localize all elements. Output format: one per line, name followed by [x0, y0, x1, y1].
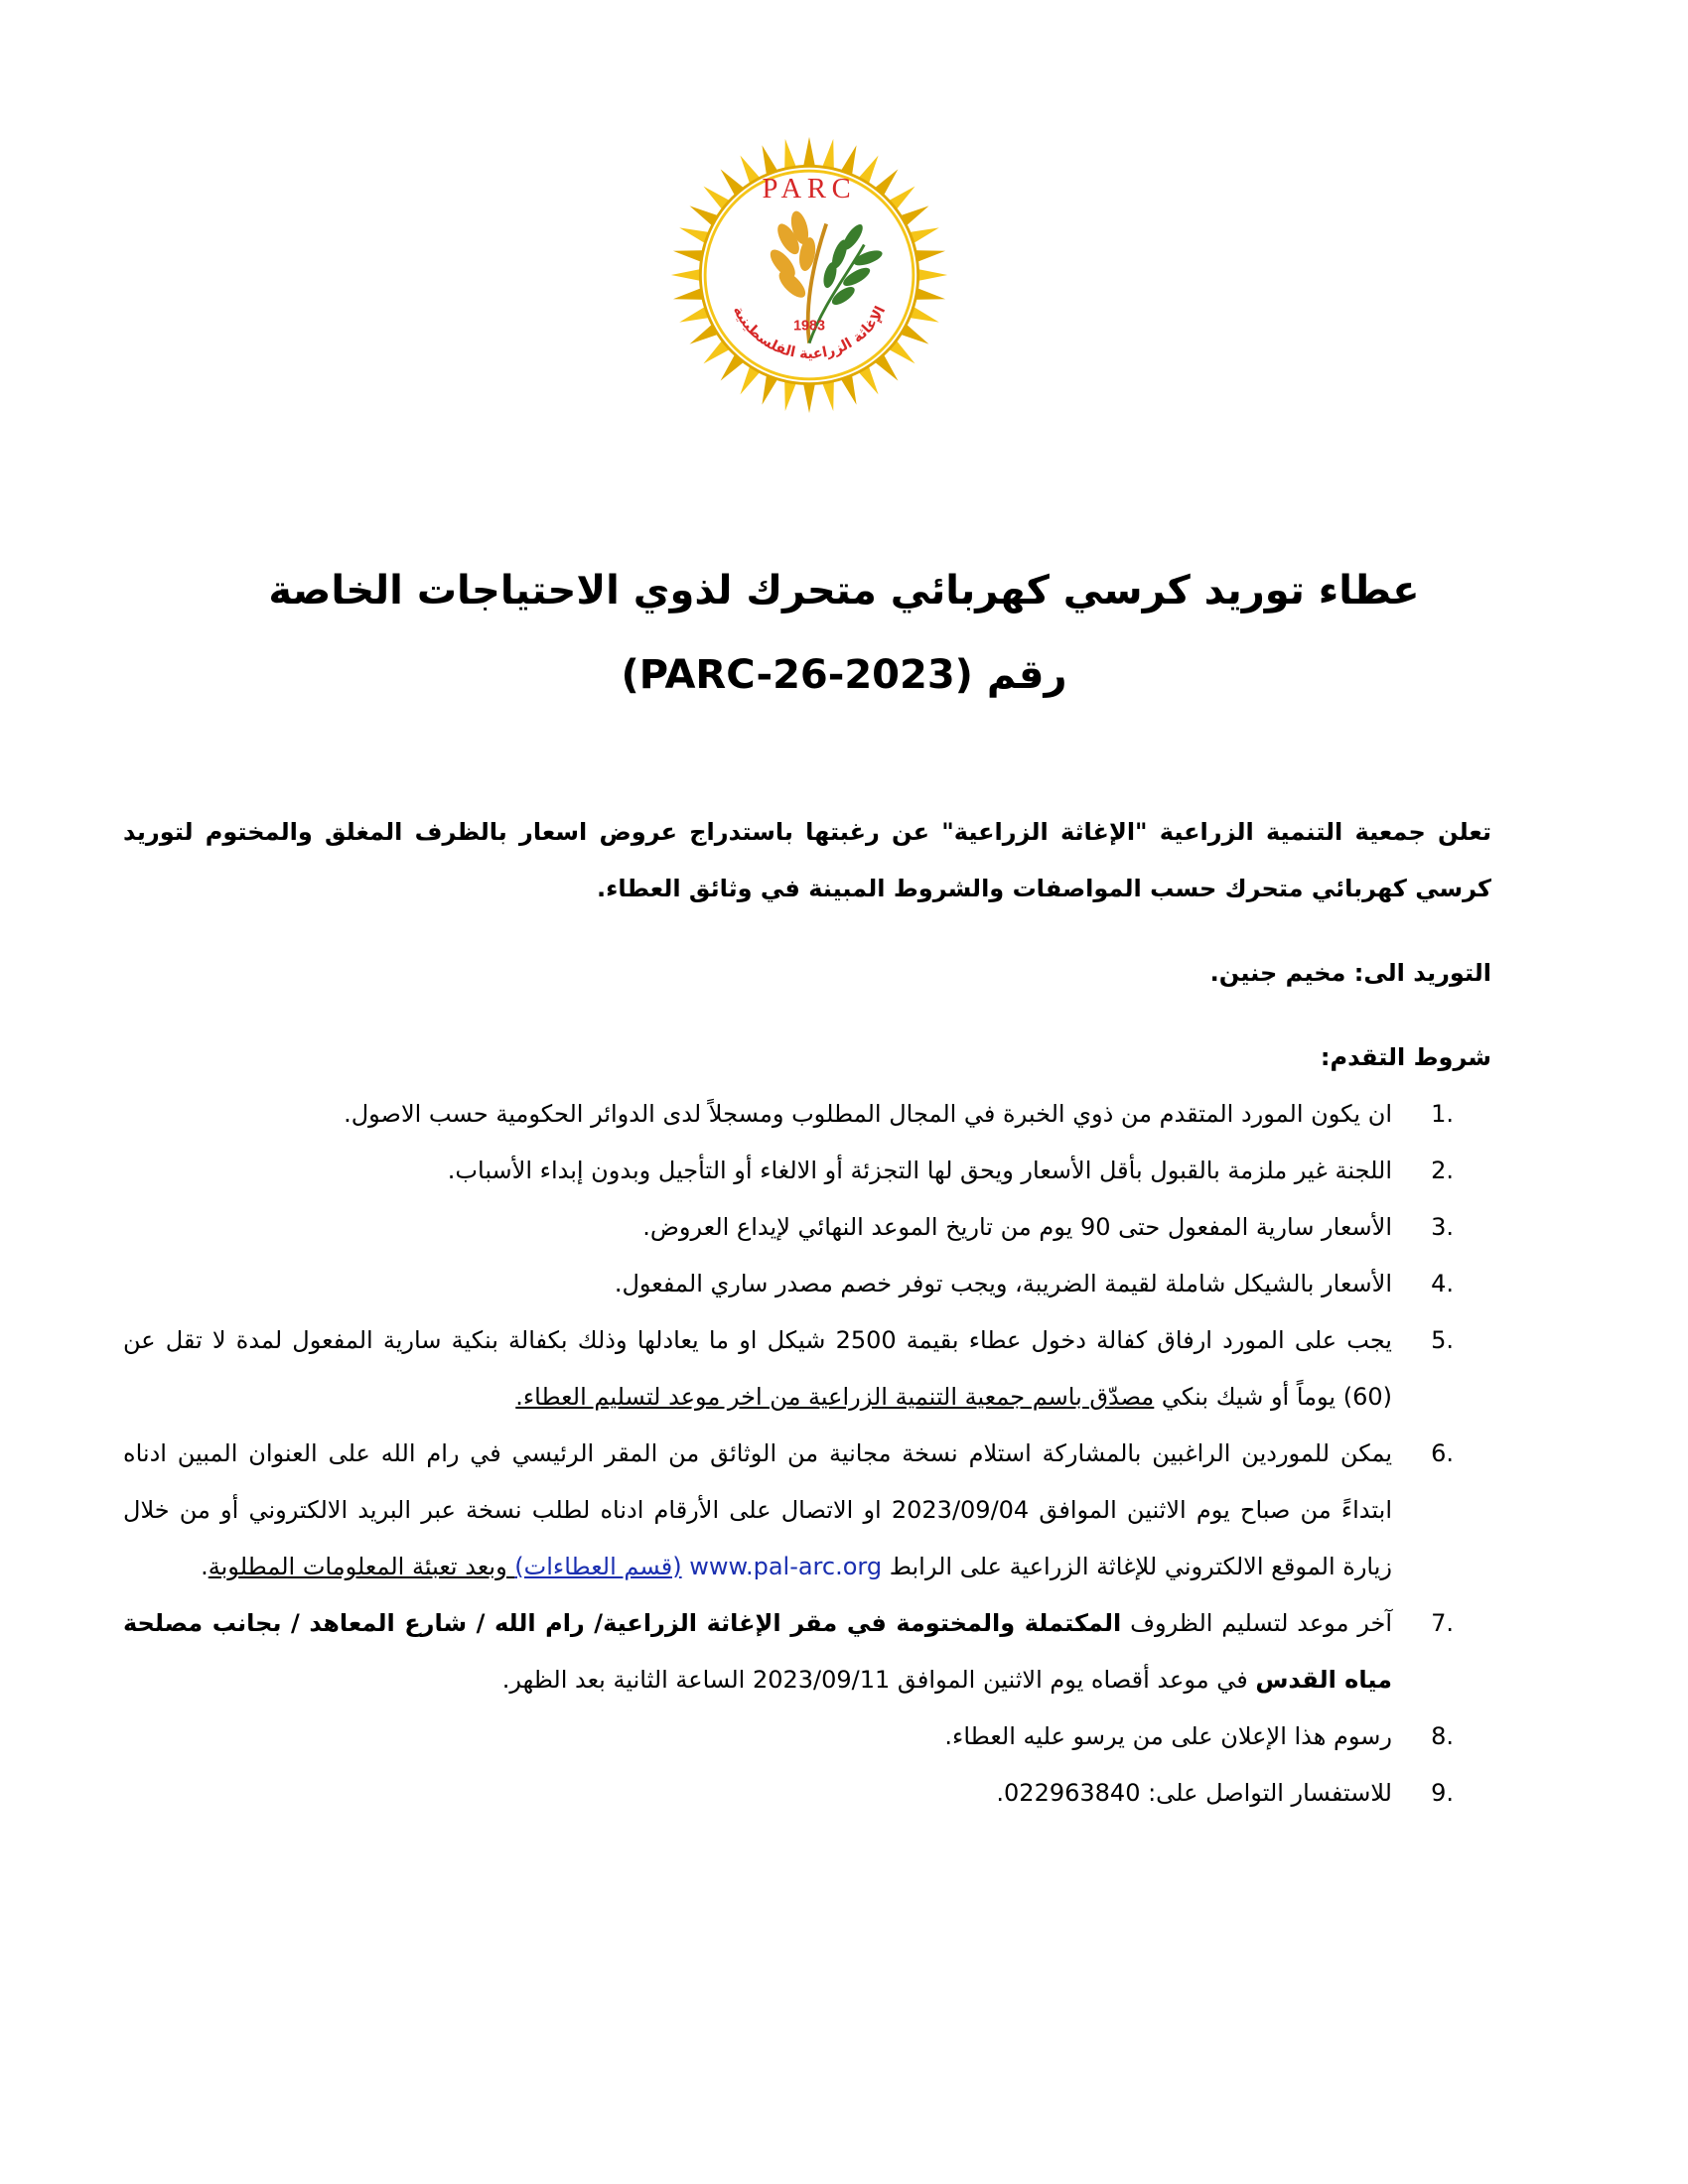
supply-location: التوريد الى: مخيم جنين. [1209, 959, 1491, 987]
sun-ray [915, 269, 948, 282]
condition-item [123, 1765, 1491, 1822]
condition-item [123, 1312, 1491, 1426]
sun-ray [803, 137, 816, 170]
condition-item [123, 1143, 1491, 1199]
announcement-body [123, 804, 1491, 1822]
condition-text-end: في موعد أقصاه يوم الاثنين الموافق 2023/09/11 الساعة الثانية بعد الظهر. [501, 1666, 1256, 1694]
condition-text: رسوم هذا الإعلان على من يرسو عليه العطاء. [944, 1722, 1392, 1750]
sun-ray [671, 269, 704, 282]
condition-text: ان يكون المورد المتقدم من ذوي الخبرة في المجال المطلوب ومسجلاً لدى الدوائر الحكومية حسب الاصول. [344, 1100, 1392, 1128]
logo-year: 1983 [793, 318, 825, 335]
condition-number: 6. [1431, 1439, 1454, 1467]
condition-item [123, 1708, 1491, 1765]
condition-number: 8. [1431, 1722, 1454, 1750]
condition-item [123, 1426, 1491, 1595]
tender-number: (PARC-26-2023) [621, 652, 973, 698]
condition-text-underlined: مصدّق باسم جمعية التنمية الزراعية من اخر موعد لتسليم العطاء. [515, 1383, 1155, 1411]
logo-arabic-name: الإغاثة الزراعية الفلسطينية [729, 303, 890, 362]
condition-item [123, 1199, 1491, 1256]
condition-number: 1. [1431, 1100, 1454, 1128]
condition-number: 3. [1431, 1213, 1454, 1241]
condition-text: آخر موعد لتسليم الظروف [1121, 1609, 1393, 1637]
intro-paragraph: تعلن جمعية التنمية الزراعية "الإغاثة الزراعية" عن رغبتها باستدراج عروض اسعار بالظرف المغلق والمختوم لتوريد كرسي كهربائي متحرك حسب المواصفات والشروط المبينة في وثائق العطاء. [123, 818, 1491, 902]
condition-text: الأسعار سارية المفعول حتى 90 يوم من تاريخ الموعد النهائي لإيداع العروض. [642, 1213, 1392, 1241]
condition-text: للاستفسار التواصل على: 022963840. [996, 1779, 1392, 1807]
tenders-section-link[interactable]: (قسم العطاءات) [514, 1553, 682, 1580]
condition-number: 5. [1431, 1326, 1454, 1354]
condition-text-underlined: وبعد تعبئة المعلومات المطلوبة [208, 1553, 515, 1580]
condition-text: يجب على المورد ارفاق كفالة دخول عطاء بقيمة 2500 شيكل او ما يعادلها وذلك بكفالة بنكية سارية المفعول لمدة لا تقل عن (60) يوماً أو شيك بنكي [123, 1326, 1392, 1411]
condition-item [123, 1595, 1491, 1708]
conditions-list [123, 1086, 1491, 1822]
tender-number-prefix: رقم [986, 652, 1067, 698]
website-link[interactable]: www.pal-arc.org [689, 1553, 883, 1580]
condition-text-bold: المكتملة والمختومة في مقر الإغاثة الزراعية/ رام الله / شارع المعاهد / بجانب مصلحة مياه القدس [123, 1609, 1392, 1694]
condition-text: يمكن للموردين الراغبين بالمشاركة استلام نسخة مجانية من الوثائق من المقر الرئيسي في رام الله على العنوان المبين ادناه ابتداءً من صباح يوم الاثنين الموافق 2023/09/04 او الاتصال على الأرقام ادناه لطلب نسخة عبر البريد الالكتروني أو من خلال زيارة الموقع الالكتروني للإغاثة الزراعية على الرابط [123, 1439, 1392, 1580]
logo-acronym: PARC [762, 173, 857, 205]
condition-number: 2. [1431, 1157, 1454, 1184]
sun-ray [803, 381, 816, 414]
parc-logo [667, 133, 951, 417]
condition-number: 9. [1431, 1779, 1454, 1807]
condition-number: 4. [1431, 1270, 1454, 1297]
conditions-heading: شروط التقدم: [1320, 1043, 1491, 1071]
condition-item [123, 1256, 1491, 1312]
condition-text: اللجنة غير ملزمة بالقبول بأقل الأسعار ويحق لها التجزئة أو الالغاء أو التأجيل وبدون إبداء الأسباب. [447, 1157, 1392, 1184]
condition-item [123, 1086, 1491, 1143]
condition-text: الأسعار بالشيكل شاملة لقيمة الضريبة، ويجب توفر خصم مصدر ساري المفعول. [614, 1270, 1392, 1297]
condition-text-end: . [201, 1553, 209, 1580]
tender-title: عطاء توريد كرسي كهربائي متحرك لذوي الاحتياجات الخاصة [268, 568, 1420, 614]
condition-number: 7. [1431, 1609, 1454, 1637]
tender-number-line [149, 652, 1539, 698]
